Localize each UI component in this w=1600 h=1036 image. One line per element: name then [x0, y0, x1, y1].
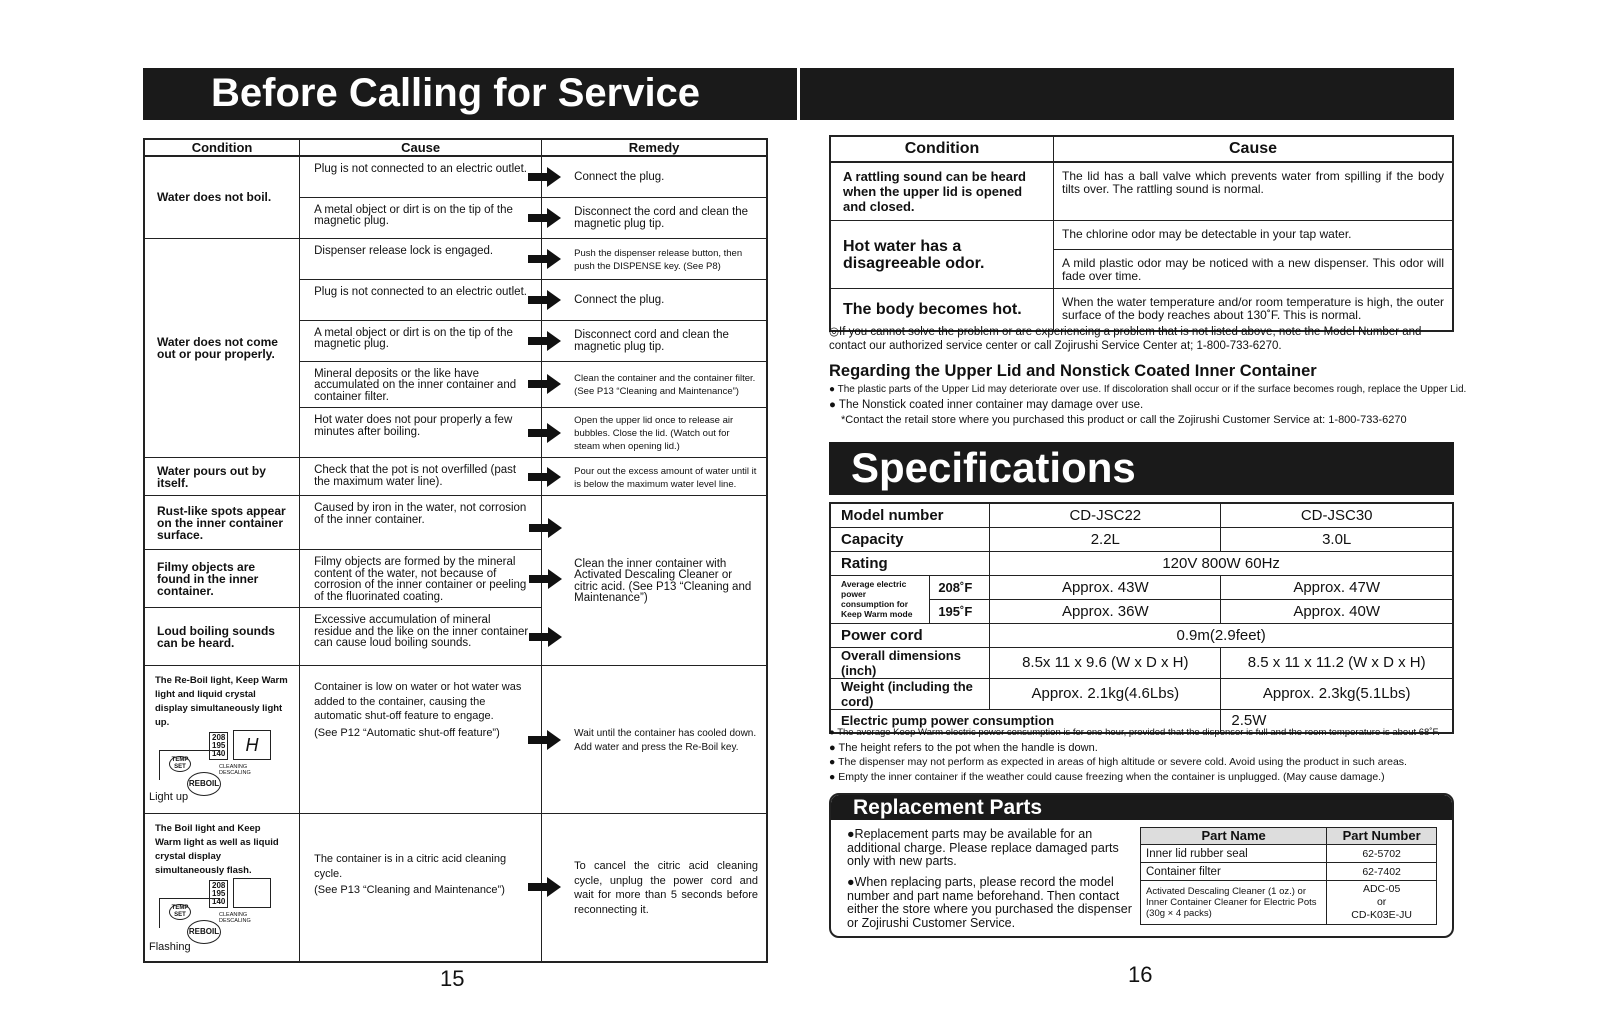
header-cause: Cause	[300, 139, 542, 156]
condition-cell: A rattling sound can be heard when the upper lid is opened and closed.	[830, 162, 1054, 221]
condition-text: The Boil light and Keep Warm light as well as liquid crystal display simultaneously flash.	[155, 823, 279, 876]
spec-value: CD-JSC30	[1221, 503, 1453, 527]
header-remedy: Remedy	[542, 139, 767, 156]
parts-table	[1140, 827, 1437, 925]
remedy-cell: Clean the container and the container filter. (See P13 “Cleaning and Maintenance”)	[542, 361, 767, 408]
page-title: Before Calling for Service	[211, 71, 701, 115]
lcd-display	[233, 878, 271, 908]
arrow-icon	[528, 211, 562, 225]
control-panel-diagram	[149, 726, 294, 811]
temp-numbers: 208 195 140	[209, 732, 228, 760]
cause-cell: Dispenser release lock is engaged.	[300, 238, 542, 279]
cause-cell: The container is in a citric acid cleaning cycle. (See P13 “Cleaning and Maintenance”)	[300, 814, 542, 962]
panel-caption: Light up	[149, 791, 189, 803]
arrow-icon	[528, 252, 562, 266]
spec-value: 2.2L	[990, 527, 1221, 551]
spec-value: Approx. 36W	[990, 599, 1221, 623]
cause-cell: Plug is not connected to an electric outlet.	[300, 279, 542, 320]
arrow-icon	[528, 426, 562, 440]
arrow-icon	[529, 630, 563, 644]
spec-temp: 208˚F	[930, 575, 990, 599]
cause-cell: Plug is not connected to an electric outlet.	[300, 156, 542, 197]
spec-value: Approx. 40W	[1221, 599, 1453, 623]
cause-cell: Hot water does not pour properly a few minutes after boiling.	[300, 408, 542, 458]
arrow-icon	[528, 170, 562, 184]
spec-notes	[829, 726, 1469, 784]
remedy-cell: Wait until the container has cooled down. Add water and press the Re-Boil key.	[542, 666, 767, 814]
page-number-16: 16	[1128, 962, 1153, 987]
title-bar-left	[143, 68, 797, 120]
spec-label: Electric pump power consumption	[830, 709, 1221, 733]
arrow-icon	[528, 470, 562, 484]
cause-cell: Check that the pot is not overfilled (past the maximum water line).	[300, 458, 542, 496]
spec-value: Approx. 2.3kg(5.1Lbs)	[1221, 678, 1453, 709]
panel-caption: Flashing	[149, 941, 191, 953]
header-part-name: Part Name	[1141, 828, 1327, 845]
part-name: Container filter	[1141, 863, 1327, 881]
service-table	[143, 138, 768, 963]
spec-label: Average electric power consumption for Keep Warm mode	[830, 575, 930, 623]
cause-cell: Excessive accumulation of mineral residue and the like on the inner container can cause loud boiling sounds.	[300, 608, 542, 666]
spec-label: Weight (including the cord)	[830, 678, 990, 709]
arrow-icon	[528, 880, 562, 894]
header-condition: Condition	[144, 139, 300, 156]
arrow-icon	[528, 733, 562, 747]
title-bar-right	[800, 68, 1454, 120]
spec-value: 3.0L	[1221, 527, 1453, 551]
spec-note: ● The average Keep Warm electric power consumption is for one hour, provided that the dispenser is full and the room temperature is about 68˚F.	[829, 727, 1440, 738]
spec-label: Power cord	[830, 623, 990, 647]
condition-cell: Water does not boil.	[144, 156, 300, 238]
remedy-cell: To cancel the citric acid cleaning cycle, unplug the power cord and wait for more than 5 seconds before reconnecting it.	[542, 814, 767, 962]
remedy-cell: Connect the plug.	[542, 279, 767, 320]
remedy-cell: Connect the plug.	[542, 156, 767, 197]
spec-value: Approx. 2.1kg(4.6Lbs)	[990, 678, 1221, 709]
lid-bullet: ● The Nonstick coated inner container may damage over use.	[829, 399, 1144, 411]
spec-value: Approx. 43W	[990, 575, 1221, 599]
panel-outline	[159, 750, 219, 780]
temp-set-button: TEMP SET	[169, 904, 191, 920]
spec-note: ● The dispenser may not perform as expected in areas of high altitude or severe cold. Avoid using the product in such areas.	[829, 756, 1407, 768]
cause-cell: The chlorine odor may be detectable in your tap water.	[1054, 221, 1453, 250]
lid-bullet: ● The plastic parts of the Upper Lid may deteriorate over use. If discoloration shall occur or if the surface becomes rough, replace the Upper Lid.	[829, 384, 1467, 395]
remedy-cell: Disconnect cord and clean the magnetic plug tip.	[542, 320, 767, 361]
condition-cell	[144, 666, 300, 814]
lid-heading: Regarding the Upper Lid and Nonstick Coated Inner Container	[829, 362, 1317, 380]
condition-cell: Hot water has a disagreeable odor.	[830, 221, 1054, 289]
arrow-icon	[529, 572, 563, 586]
condition-cell: Loud boiling sounds can be heard.	[144, 608, 300, 666]
header-part-number: Part Number	[1327, 828, 1437, 845]
service-note: ◎If you cannot solve the problem or are experiencing a problem that is not listed above, note the Model Number and contact our authorized service center or call Zojirushi Service Center at; 1-800-733-6270.	[829, 326, 1422, 352]
temp-set-button: TEMP SET	[169, 756, 191, 772]
spec-label: Rating	[830, 551, 990, 575]
spec-value: 120V 800W 60Hz	[990, 551, 1453, 575]
spec-label: Model number	[830, 503, 990, 527]
rp-bullet: ●When replacing parts, please record the model number and part name beforehand. Then contact either the store where you purchased the dispenser or Zojirushi Customer Service.	[847, 875, 1132, 930]
part-name: Inner lid rubber seal	[1141, 845, 1327, 863]
cause-cell: When the water temperature and/or room temperature is high, the outer surface of the body reaches about 130˚F. This is normal.	[1054, 289, 1453, 331]
remedy-cell: Push the dispenser release button, then push the DISPENSE key. (See P8)	[542, 238, 767, 279]
replacement-parts-title: Replacement Parts	[853, 796, 1043, 819]
spec-value: 8.5x 11 x 9.6 (W x D x H)	[990, 647, 1221, 678]
reboil-button: REBOIL	[187, 772, 221, 796]
cause-cell: Caused by iron in the water, not corrosion of the inner container.	[300, 496, 542, 550]
panel-outline	[159, 898, 219, 928]
condition-cell	[144, 814, 300, 962]
spec-value: CD-JSC22	[990, 503, 1221, 527]
remedy-cell: Disconnect the cord and clean the magnetic plug tip.	[542, 197, 767, 238]
lid-bullet: *Contact the retail store where you purchased this product or call the Zojirushi Customer Service at: 1-800-733-6270	[841, 414, 1407, 426]
reboil-button: REBOIL	[187, 920, 221, 944]
spec-note: ● Empty the inner container if the weather could cause freezing when the container is unplugged. (May cause damage.)	[829, 770, 1385, 783]
spec-temp: 195˚F	[930, 599, 990, 623]
cleaning-label: CLEANING DESCALING	[219, 764, 251, 776]
trouble-table	[829, 135, 1454, 332]
part-name: Activated Descaling Cleaner (1 oz.) or Inner Container Cleaner for Electric Pots (30g × 4 packs)	[1141, 881, 1327, 925]
rp-bullet: ●Replacement parts may be available for an additional charge. Please replace damaged parts only with new parts.	[847, 827, 1119, 868]
control-panel-diagram	[149, 874, 294, 959]
replacement-parts-header	[831, 795, 1452, 820]
condition-text: The Re-Boil light, Keep Warm light and liquid crystal display simultaneously light up.	[155, 675, 288, 728]
arrow-icon	[528, 334, 562, 348]
part-number: ADC-05 or CD-K03E-JU	[1327, 881, 1437, 925]
part-number: 62-7402	[1327, 863, 1437, 881]
cause-cell: A metal object or dirt is on the tip of the magnetic plug.	[300, 320, 542, 361]
specifications-title: Specifications	[851, 444, 1136, 491]
header-condition: Condition	[830, 136, 1054, 162]
condition-cell: Water does not come out or pour properly.	[144, 238, 300, 458]
condition-cell: Water pours out by itself.	[144, 458, 300, 496]
condition-cell: Filmy objects are found in the inner container.	[144, 550, 300, 608]
remedy-cell: Pour out the excess amount of water until it is below the maximum water level line.	[542, 458, 767, 496]
spec-note: ● The height refers to the pot when the handle is down.	[829, 741, 1098, 754]
condition-cell: The body becomes hot.	[830, 289, 1054, 331]
part-number: 62-5702	[1327, 845, 1437, 863]
spec-label: Overall dimensions (inch)	[830, 647, 990, 678]
arrow-icon	[528, 377, 562, 391]
arrow-icon	[528, 293, 562, 307]
cause-cell: A metal object or dirt is on the tip of the magnetic plug.	[300, 197, 542, 238]
lcd-display: H	[233, 730, 271, 760]
header-cause: Cause	[1054, 136, 1453, 162]
temp-numbers: 208 195 140	[209, 880, 228, 908]
remedy-cell: Clean the inner container with Activated Descaling Cleaner or citric acid. (See P13 “Cleaning and Maintenance”)	[542, 496, 767, 666]
spec-value: 8.5 x 11 x 11.2 (W x D x H)	[1221, 647, 1453, 678]
cause-cell: A mild plastic odor may be noticed with a new dispenser. This odor will fade over time.	[1054, 250, 1453, 289]
cause-cell: Container is low on water or hot water was added to the container, causing the automatic shut-off feature to engage. (See P12 “Automatic shut-off feature”)	[300, 666, 542, 814]
spec-label: Capacity	[830, 527, 990, 551]
cause-cell: Mineral deposits or the like have accumulated on the inner container and container filter.	[300, 361, 542, 408]
spec-table	[829, 502, 1454, 734]
specifications-bar	[829, 442, 1454, 495]
cause-cell: The lid has a ball valve which prevents water from spilling if the body tilts over. The rattling sound is normal.	[1054, 162, 1453, 221]
cleaning-label: CLEANING DESCALING	[219, 912, 251, 924]
spec-value: 0.9m(2.9feet)	[990, 623, 1453, 647]
page-number-15: 15	[440, 966, 465, 991]
spec-value: 2.5W	[1221, 709, 1453, 733]
remedy-cell: Open the upper lid once to release air bubbles. Close the lid. (Watch out for steam when opening lid.)	[542, 408, 767, 458]
spec-value: Approx. 47W	[1221, 575, 1453, 599]
cause-cell: Filmy objects are formed by the mineral content of the water, not because of corrosion of the inner container or peeling of the fluorinated coating.	[300, 550, 542, 608]
condition-cell: Rust-like spots appear on the inner container surface.	[144, 496, 300, 550]
